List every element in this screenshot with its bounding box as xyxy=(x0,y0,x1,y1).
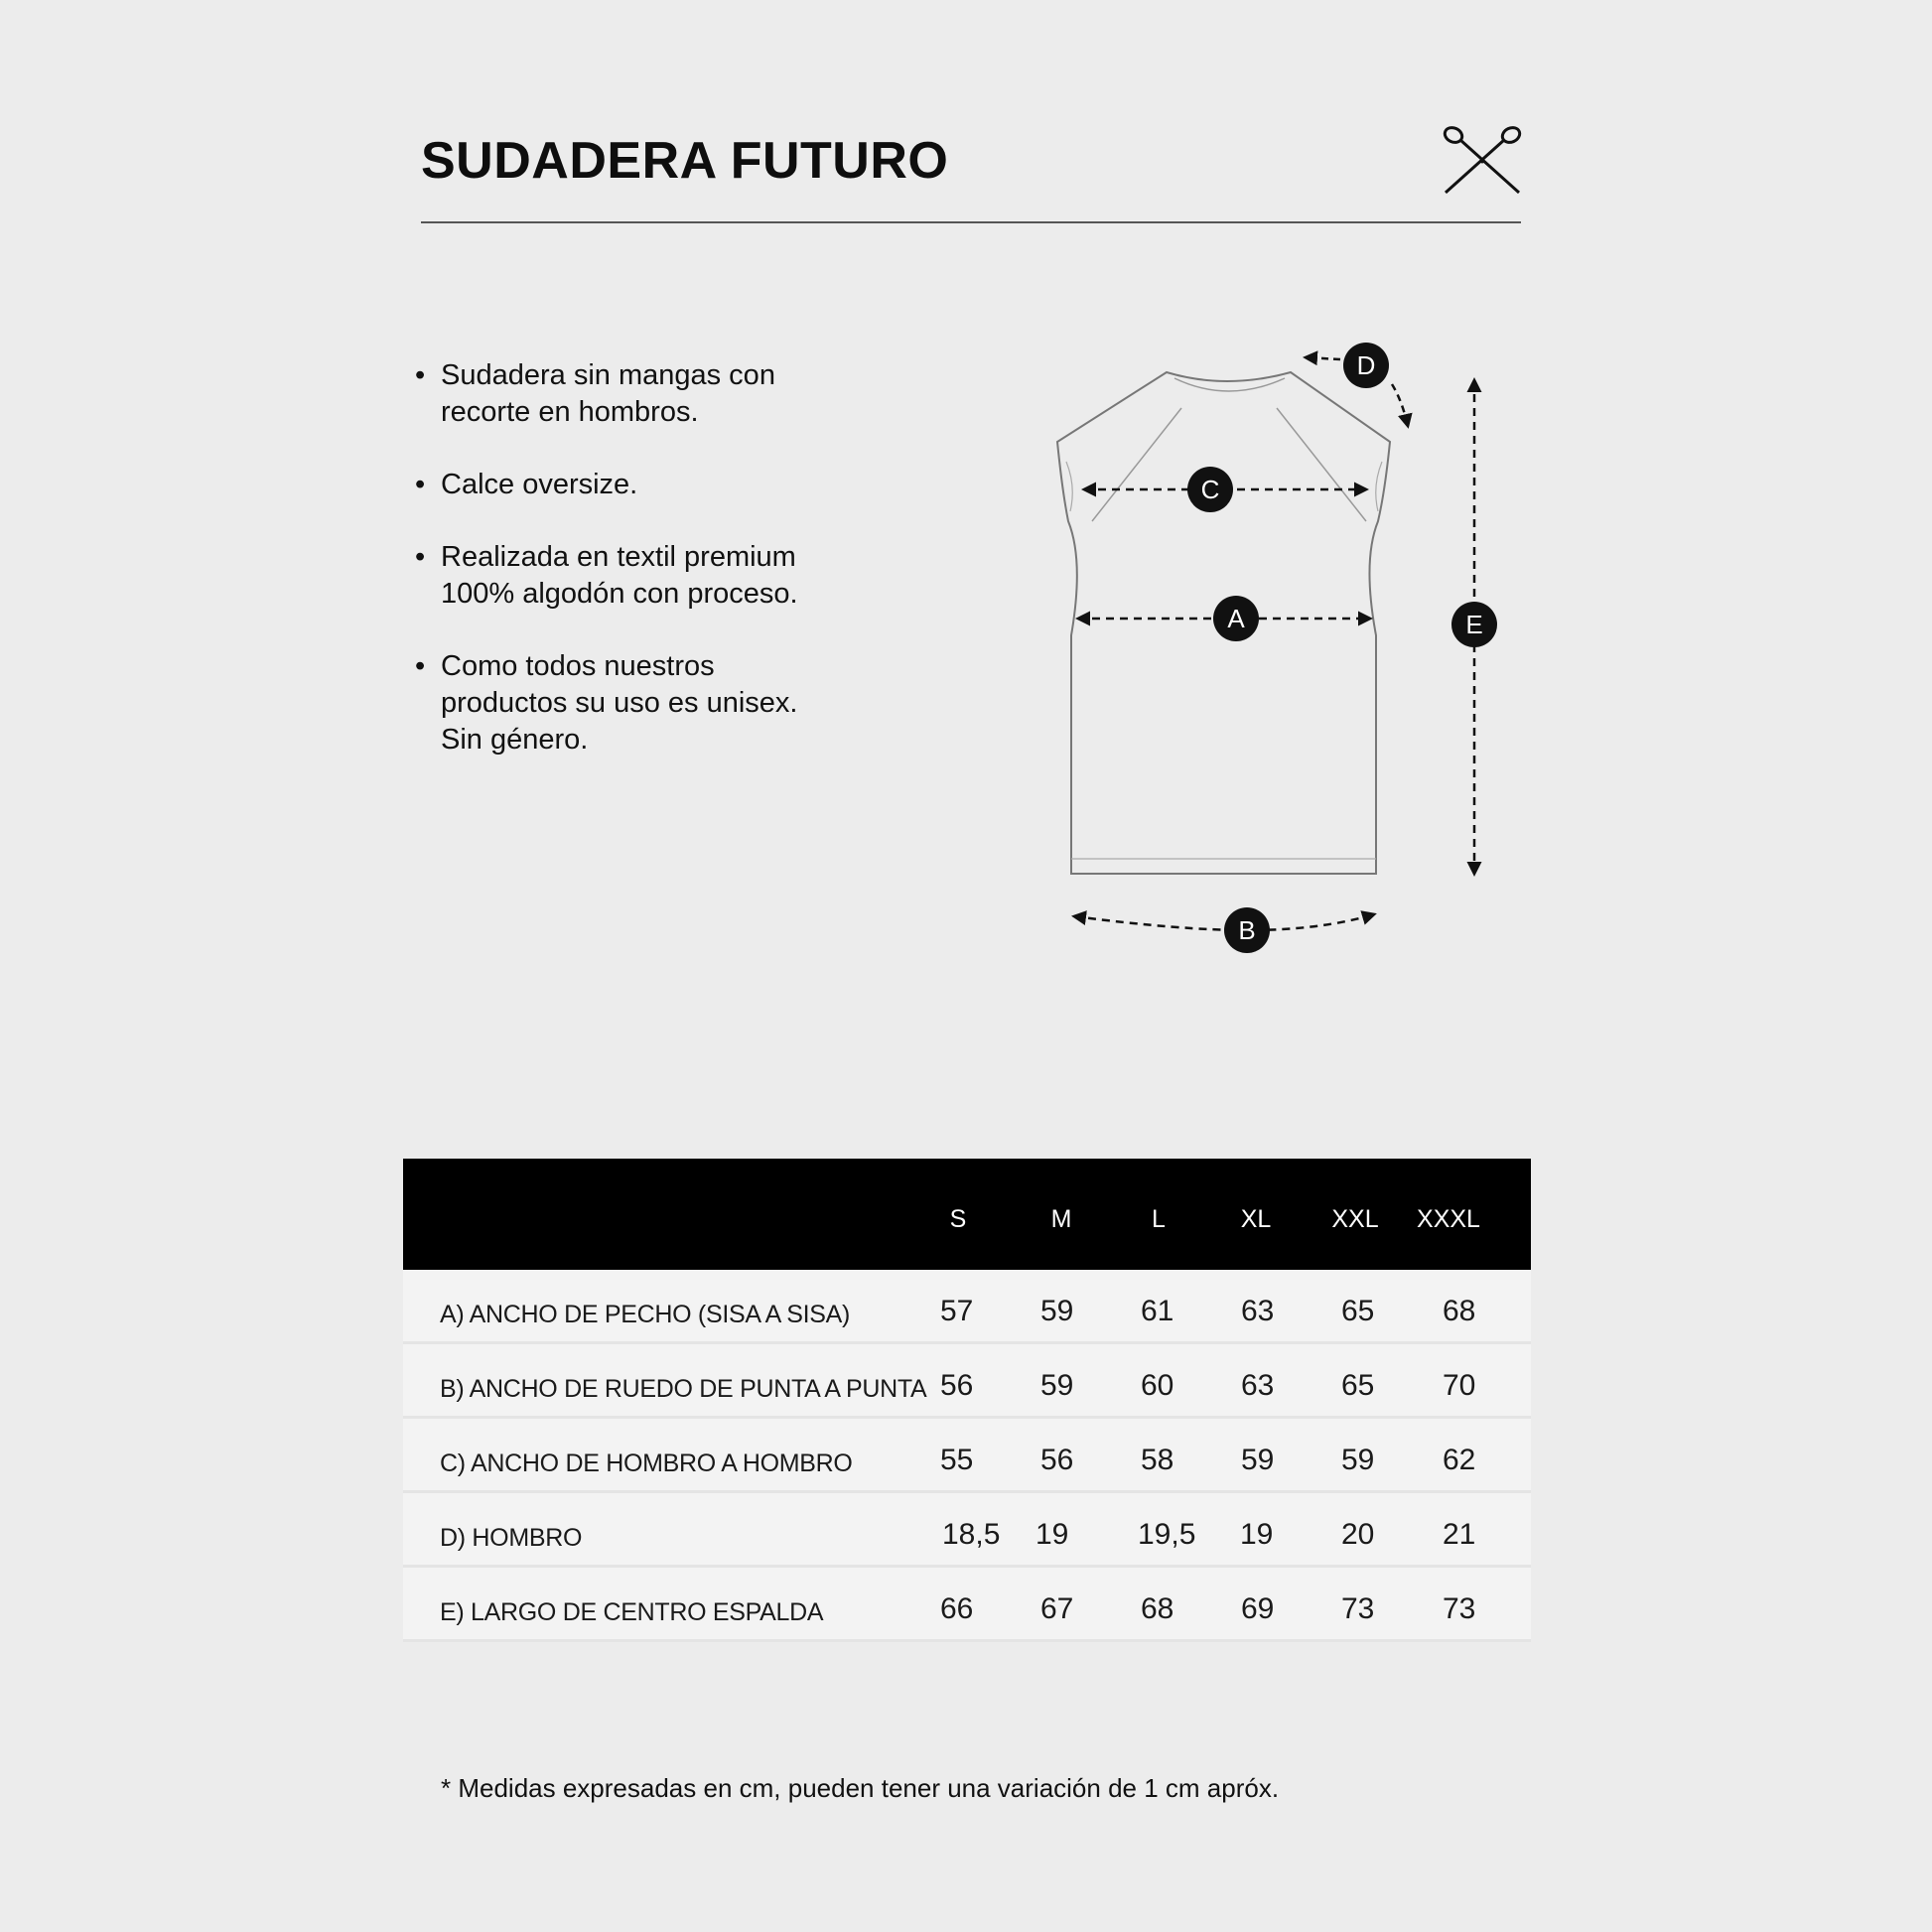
size-header-s: S xyxy=(949,1205,967,1233)
marker-e xyxy=(1451,602,1497,647)
cell-value: 63 xyxy=(1241,1369,1275,1402)
scissors-icon xyxy=(1442,123,1523,197)
cell-value: 56 xyxy=(940,1369,974,1402)
feature-text: Calce oversize. xyxy=(441,469,638,500)
size-table xyxy=(403,1159,1531,1642)
table-row xyxy=(403,1419,1531,1493)
cell-value: 63 xyxy=(1241,1295,1275,1327)
marker-d xyxy=(1343,343,1389,388)
page-title: SUDADERA FUTURO xyxy=(421,132,949,190)
marker-d-label: D xyxy=(1356,350,1376,380)
footnote: * Medidas expresadas en cm, pueden tener una variación de 1 cm apróx. xyxy=(441,1773,1280,1803)
cell-value: 57 xyxy=(940,1295,974,1327)
feature-item xyxy=(415,648,892,759)
marker-a xyxy=(1213,596,1259,641)
size-header-xxxl: XXXL xyxy=(1417,1205,1480,1233)
cell-value: 73 xyxy=(1443,1592,1476,1625)
feature-text: Realizada en textil premium xyxy=(441,541,796,573)
bullet-icon: • xyxy=(415,359,426,391)
size-header-xl: XL xyxy=(1240,1205,1272,1233)
cell-value: 18,5 xyxy=(942,1518,1001,1551)
feature-text: 100% algodón con proceso. xyxy=(441,578,798,610)
cell-value: 19,5 xyxy=(1138,1518,1196,1551)
cell-value: 59 xyxy=(1040,1295,1074,1327)
row-label: C) ANCHO DE HOMBRO A HOMBRO xyxy=(440,1449,853,1477)
marker-c xyxy=(1187,467,1233,512)
cell-value: 60 xyxy=(1141,1369,1174,1402)
cell-value: 21 xyxy=(1443,1518,1476,1551)
cell-value: 69 xyxy=(1241,1592,1275,1625)
row-label: E) LARGO DE CENTRO ESPALDA xyxy=(440,1598,824,1626)
cell-value: 68 xyxy=(1443,1295,1476,1327)
marker-e-label: E xyxy=(1465,610,1483,639)
feature-text: Como todos nuestros xyxy=(441,650,715,682)
title-divider xyxy=(421,221,1521,223)
row-label: D) HOMBRO xyxy=(440,1524,583,1552)
feature-list xyxy=(415,357,892,794)
table-row xyxy=(403,1344,1531,1419)
measure-line-d-right xyxy=(1392,384,1408,426)
bullet-icon: • xyxy=(415,541,426,573)
cell-value: 61 xyxy=(1141,1295,1174,1327)
feature-text: recorte en hombros. xyxy=(441,396,699,428)
feature-item xyxy=(415,467,892,503)
cell-value: 68 xyxy=(1141,1592,1174,1625)
feature-text: Sudadera sin mangas con xyxy=(441,359,775,391)
size-header-m: M xyxy=(1050,1205,1072,1233)
cell-value: 59 xyxy=(1341,1444,1375,1476)
measure-line-b xyxy=(1074,914,1374,930)
cell-value: 70 xyxy=(1443,1369,1476,1402)
cell-value: 20 xyxy=(1341,1518,1375,1551)
table-row xyxy=(403,1493,1531,1568)
cell-value: 62 xyxy=(1443,1444,1476,1476)
cell-value: 67 xyxy=(1040,1592,1074,1625)
marker-c-label: C xyxy=(1200,475,1220,504)
measure-line-d-left xyxy=(1306,357,1340,359)
row-label: B) ANCHO DE RUEDO DE PUNTA A PUNTA xyxy=(440,1375,927,1403)
cell-value: 19 xyxy=(1240,1518,1274,1551)
size-table-header xyxy=(403,1159,1531,1270)
row-label: A) ANCHO DE PECHO (SISA A SISA) xyxy=(440,1301,851,1328)
bullet-icon: • xyxy=(415,469,426,500)
cell-value: 56 xyxy=(1040,1444,1074,1476)
table-row xyxy=(403,1270,1531,1344)
garment-diagram xyxy=(1042,333,1519,968)
cell-value: 19 xyxy=(1035,1518,1069,1551)
size-header-l: L xyxy=(1152,1205,1166,1233)
feature-text: Sin género. xyxy=(441,724,589,756)
cell-value: 73 xyxy=(1341,1592,1375,1625)
marker-b-label: B xyxy=(1238,915,1256,945)
bullet-icon: • xyxy=(415,650,426,682)
cell-value: 58 xyxy=(1141,1444,1174,1476)
feature-item xyxy=(415,357,892,431)
marker-b xyxy=(1224,907,1270,953)
feature-text: productos su uso es unisex. xyxy=(441,687,798,719)
table-row xyxy=(403,1568,1531,1642)
size-header-xxl: XXL xyxy=(1331,1205,1379,1233)
marker-a-label: A xyxy=(1227,604,1245,633)
cell-value: 59 xyxy=(1040,1369,1074,1402)
cell-value: 65 xyxy=(1341,1295,1375,1327)
cell-value: 59 xyxy=(1241,1444,1275,1476)
cell-value: 55 xyxy=(940,1444,974,1476)
cell-value: 65 xyxy=(1341,1369,1375,1402)
cell-value: 66 xyxy=(940,1592,974,1625)
feature-item xyxy=(415,539,892,613)
